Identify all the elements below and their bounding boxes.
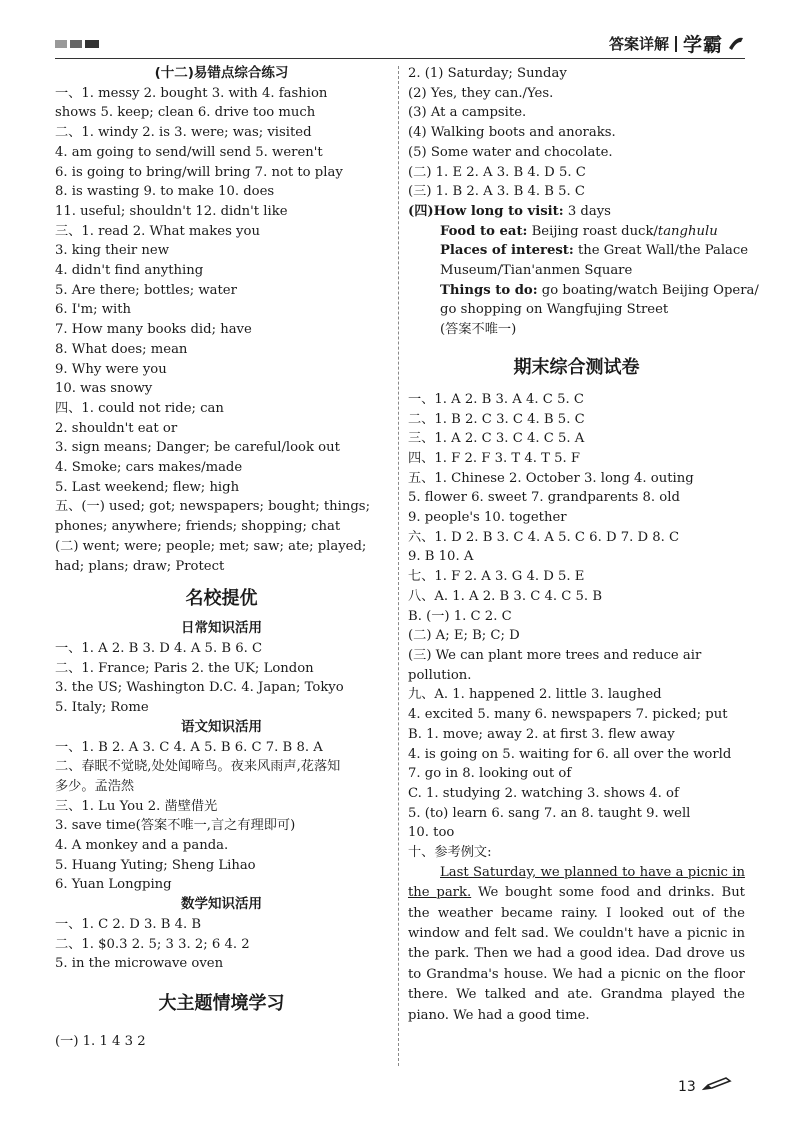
page-header	[55, 30, 745, 58]
right-column	[408, 64, 759, 1026]
answer-line: 5. Huang Yuting; Sheng Lihao	[55, 857, 256, 873]
answer-line: 4. is going on 5. waiting for 6. all over the world	[408, 746, 732, 762]
section-title-errors: (十二)易错点综合练习	[154, 65, 289, 81]
food-label: Food to eat:	[440, 223, 528, 239]
answer-line: (二) A; E; B; C; D	[408, 628, 520, 644]
answer-line: (三) 1. B 2. A 3. B 4. B 5. C	[408, 184, 585, 200]
answer-list-theme-cont	[408, 64, 745, 202]
answer-line: 一、1. A 2. B 3. D 4. A 5. B 6. C	[55, 640, 263, 656]
answer-line: 6. Yuan Longping	[55, 877, 172, 893]
answer-line: 7. How many books did; have	[55, 322, 252, 338]
answer-line: 八、A. 1. A 2. B 3. C 4. C 5. B	[408, 588, 603, 604]
subsection-title-daily: 日常知识活用	[181, 620, 262, 637]
answer-line: (2) Yes, they can./Yes.	[408, 85, 554, 101]
answer-line: B. 1. move; away 2. at first 3. flew away	[408, 726, 675, 742]
answer-list-daily	[55, 639, 388, 718]
answer-list-chinese	[55, 738, 388, 896]
section-title-theme: 大主题情境学习	[158, 992, 285, 1014]
places-label: Places of interest:	[440, 243, 574, 259]
answer-line: 2. shouldn't eat or	[55, 420, 178, 436]
header-decoration	[55, 40, 99, 48]
answer-line: C. 1. studying 2. watching 3. shows 4. of	[408, 785, 679, 801]
answer-line: 二、1. B 2. C 3. C 4. B 5. C	[408, 411, 585, 427]
header-right	[609, 30, 745, 57]
answer-line: (5) Some water and chocolate.	[408, 144, 613, 160]
answer-line: 二、1. windy 2. is 3. were; was; visited	[55, 125, 312, 141]
brand-logo: 学霸	[682, 34, 723, 56]
answer-line: (3) At a campsite.	[408, 105, 527, 121]
food-value: Beijing roast duck/	[527, 223, 658, 239]
subsection-title-chinese: 语文知识活用	[181, 718, 262, 735]
answer-line: 6. is going to bring/will bring 7. not to play	[55, 164, 343, 180]
header-separator	[675, 36, 677, 52]
visit-value: 3 days	[563, 203, 611, 219]
answer-line: 五、1. Chinese 2. October 3. long 4. outing	[408, 470, 694, 486]
answer-line: 5. (to) learn 6. sang 7. an 8. taught 9. well	[408, 805, 691, 821]
answer-line: 六、1. D 2. B 3. C 4. A 5. C 6. D 7. D 8. C	[408, 529, 680, 545]
places-row	[408, 241, 749, 261]
answer-line: 4. didn't find anything	[55, 263, 204, 279]
things-value: go boating/watch Beijing Opera/	[537, 282, 759, 298]
answer-line: 5. flower 6. sweet 7. grandparents 8. old	[408, 490, 680, 506]
answer-line: (三) We can plant more trees and reduce air	[408, 647, 702, 663]
essay-underlined: Last Saturday, we planned to have a picnic in the park.	[408, 864, 745, 901]
answer-list-theme	[55, 1032, 388, 1052]
answer-line: 9. Why were you	[55, 361, 167, 377]
answer-line: 十、参考例文:	[408, 845, 492, 861]
answer-line: 四、1. could not ride; can	[55, 400, 224, 416]
answer-line: 5. Last weekend; flew; high	[55, 479, 240, 495]
answer-line: 4. A monkey and a panda.	[55, 838, 229, 854]
answer-line: 一、1. A 2. B 3. A 4. C 5. C	[408, 391, 584, 407]
answer-line: 9. B 10. A	[408, 549, 474, 565]
things-row-cont: go shopping on Wangfujing Street	[440, 302, 669, 318]
answer-line: 5. Italy; Rome	[55, 700, 149, 716]
answer-list-errors	[55, 84, 388, 577]
answer-line: 3. the US; Washington D.C. 4. Japan; Tokyo	[55, 680, 344, 696]
answer-line: 二、1. $0.3 2. 5; 3 3. 2; 6 4. 2	[55, 936, 250, 952]
header-rule	[55, 58, 745, 59]
answer-line: 3. save time(答案不唯一,言之有理即可)	[55, 818, 296, 834]
things-label: Things to do:	[440, 282, 538, 298]
answer-note: (答案不唯一)	[440, 322, 517, 338]
things-row	[408, 281, 759, 301]
answer-line: 6. I'm; with	[55, 302, 132, 318]
answer-line: 5. Are there; bottles; water	[55, 282, 237, 298]
answer-line: 3. king their new	[55, 243, 170, 259]
answer-line: 10. too	[408, 825, 455, 841]
answer-line: 4. Smoke; cars makes/made	[55, 460, 243, 476]
food-italic: tanghulu	[657, 223, 718, 239]
answer-line: 3. sign means; Danger; be careful/look out	[55, 440, 340, 456]
visit-row	[408, 202, 745, 222]
sample-essay	[408, 863, 745, 1026]
answer-line: 九、A. 1. happened 2. little 3. laughed	[408, 687, 662, 703]
answer-line: 二、1. France; Paris 2. the UK; London	[55, 660, 314, 676]
answer-line: 5. in the microwave oven	[55, 956, 224, 972]
answer-line: (4) Walking boots and anoraks.	[408, 125, 616, 141]
answer-line: 五、(一) used; got; newspapers; bought; things;	[55, 499, 371, 515]
answer-line: 四、1. F 2. F 3. T 4. T 5. F	[408, 450, 581, 466]
answer-label: 答案详解	[608, 35, 669, 53]
answer-line: 多少。孟浩然	[55, 778, 135, 794]
answer-line: 三、1. read 2. What makes you	[55, 223, 260, 239]
answer-line: 一、1. C 2. D 3. B 4. B	[55, 916, 202, 932]
answer-line: (二) 1. E 2. A 3. B 4. D 5. C	[408, 164, 586, 180]
places-row-cont: Museum/Tian'anmen Square	[440, 263, 633, 279]
answer-line: 8. is wasting 9. to make 10. does	[55, 184, 275, 200]
answer-line: (一) 1. 1 4 3 2	[55, 1033, 146, 1049]
page-number: 13	[678, 1079, 696, 1095]
answer-line: 4. excited 5. many 6. newspapers 7. picked; put	[408, 707, 728, 723]
answer-line: 二、春眠不觉晓,处处闻啼鸟。夜来风雨声,花落知	[55, 759, 341, 775]
answer-line: pollution.	[408, 667, 472, 683]
essay-rest: We bought some food and drinks. But the weather became rainy. I looked out of the window and felt sad. We couldn't have a picnic in the park. Then we had a good idea. Dad drove us to Grandma's house. We had a picnic on the floor there. We talked and ate. Grandma played the piano. We had a good time.	[408, 885, 745, 1023]
mortarboard-icon	[727, 34, 745, 54]
answer-line: 一、1. messy 2. bought 3. with 4. fashion	[55, 85, 328, 101]
answer-line: 4. am going to send/will send 5. weren't	[55, 144, 323, 160]
pencil-icon	[700, 1076, 736, 1092]
answer-line: phones; anywhere; friends; shopping; chat	[55, 519, 341, 535]
answer-line: 7. go in 8. looking out of	[408, 766, 572, 782]
left-column	[55, 64, 388, 1052]
visit-label: (四)How long to visit:	[408, 203, 564, 219]
places-value: the Great Wall/the Palace	[573, 243, 749, 259]
column-divider	[398, 66, 399, 1066]
answer-line: 一、1. B 2. A 3. C 4. A 5. B 6. C 7. B 8. A	[55, 739, 323, 755]
answer-line: 七、1. F 2. A 3. G 4. D 5. E	[408, 569, 585, 585]
answer-line: 三、1. A 2. C 3. C 4. C 5. A	[408, 431, 585, 447]
section-title-top-schools: 名校提优	[185, 588, 258, 610]
subsection-title-math: 数学知识活用	[181, 896, 262, 913]
answer-line: 2. (1) Saturday; Sunday	[408, 66, 567, 81]
answer-line: 三、1. Lu You 2. 凿壁借光	[55, 798, 218, 814]
answer-list-final-test	[408, 390, 745, 863]
answer-line: had; plans; draw; Protect	[55, 558, 225, 574]
answer-line: shows 5. keep; clean 6. drive too much	[55, 105, 316, 121]
answer-line: 11. useful; shouldn't 12. didn't like	[55, 203, 288, 219]
answer-line: 10. was snowy	[55, 381, 153, 397]
answer-list-math	[55, 915, 388, 974]
section-title-final-test: 期末综合测试卷	[513, 356, 640, 378]
food-row	[408, 222, 745, 242]
answer-line: (二) went; were; people; met; saw; ate; played;	[55, 538, 367, 554]
answer-line: 8. What does; mean	[55, 341, 188, 357]
answer-line: 9. people's 10. together	[408, 510, 567, 526]
answer-line: B. (一) 1. C 2. C	[408, 608, 512, 624]
